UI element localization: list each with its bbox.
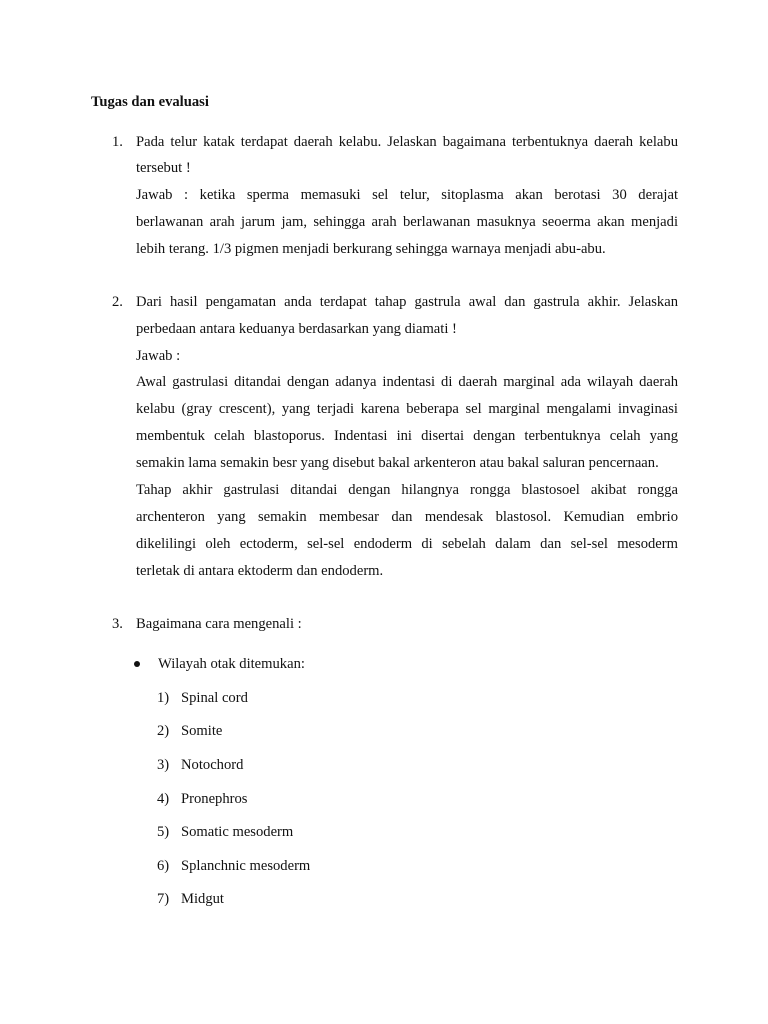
question-1-line-2: tersebut ! [136, 160, 191, 176]
question-2-line-1: Dari hasil pengamatan anda terdapat tahap gastrula awal dan gastrula akhir. Jelaskan [136, 294, 678, 310]
list-item-number: 7) [157, 891, 170, 907]
answer-2-label: Jawab : [136, 348, 181, 364]
answer-2-line-6: archenteron yang semakin membesar dan mendesak blastosol. Kemudian embrio [136, 509, 678, 525]
question-3-text: Bagaimana cara mengenali : [136, 616, 302, 632]
list-item: Notochord [181, 757, 244, 773]
list-item-number: 6) [157, 858, 170, 874]
question-2-number: 2. [112, 294, 123, 310]
list-item: Splanchnic mesoderm [181, 858, 311, 874]
list-item-number: 3) [157, 757, 170, 773]
list-item-number: 5) [157, 824, 170, 840]
question-1-line-1: Pada telur katak terdapat daerah kelabu. Jelaskan bagaimana terbentuknya daerah kelabu [136, 134, 678, 150]
list-item: Somatic mesoderm [181, 824, 294, 840]
list-item: Spinal cord [181, 690, 248, 706]
question-1-number: 1. [112, 134, 123, 150]
bullet-text: Wilayah otak ditemukan: [158, 656, 305, 672]
list-item-number: 1) [157, 690, 170, 706]
question-2-line-2: perbedaan antara keduanya berdasarkan yang diamati ! [136, 321, 457, 337]
list-item: Somite [181, 723, 223, 739]
answer-2-line-5: Tahap akhir gastrulasi ditandai dengan hilangnya rongga blastosoel akibat rongga [136, 482, 678, 498]
answer-2-line-8: terletak di antara ektoderm dan endoderm. [136, 563, 384, 579]
answer-2-line-4: semakin lama semakin besr yang disebut bakal arkenteron atau bakal saluran pencernaan. [136, 455, 659, 471]
answer-1-line-1: Jawab : ketika sperma memasuki sel telur, sitoplasma akan berotasi 30 derajat [136, 187, 678, 203]
answer-1-line-2: berlawanan arah jarum jam, sehingga arah berlawanan masuknya seoerma akan menjadi [136, 214, 678, 230]
answer-2-line-1: Awal gastrulasi ditandai dengan adanya indentasi di daerah marginal ada wilayah daerah [136, 374, 678, 390]
question-3-number: 3. [112, 616, 123, 632]
bullet-dot-icon [134, 661, 140, 667]
answer-1-line-3: lebih terang. 1/3 pigmen menjadi berkurang sehingga warnaya menjadi abu-abu. [136, 241, 606, 257]
list-item-number: 2) [157, 723, 170, 739]
answer-2-line-3: membentuk celah blastoporus. Indentasi ini disertai dengan terbentuknya celah yang [136, 428, 678, 444]
answer-2-line-7: dikelilingi oleh ectoderm, sel-sel endoderm di sebelah dalam dan sel-sel mesoderm [136, 536, 678, 552]
list-item-number: 4) [157, 791, 170, 807]
answer-2-line-2: kelabu (gray crescent), yang terjadi karena beberapa sel marginal mengalami invaginasi [136, 401, 678, 417]
list-item: Pronephros [181, 791, 248, 807]
list-item: Midgut [181, 891, 224, 907]
section-heading: Tugas dan evaluasi [91, 94, 209, 110]
